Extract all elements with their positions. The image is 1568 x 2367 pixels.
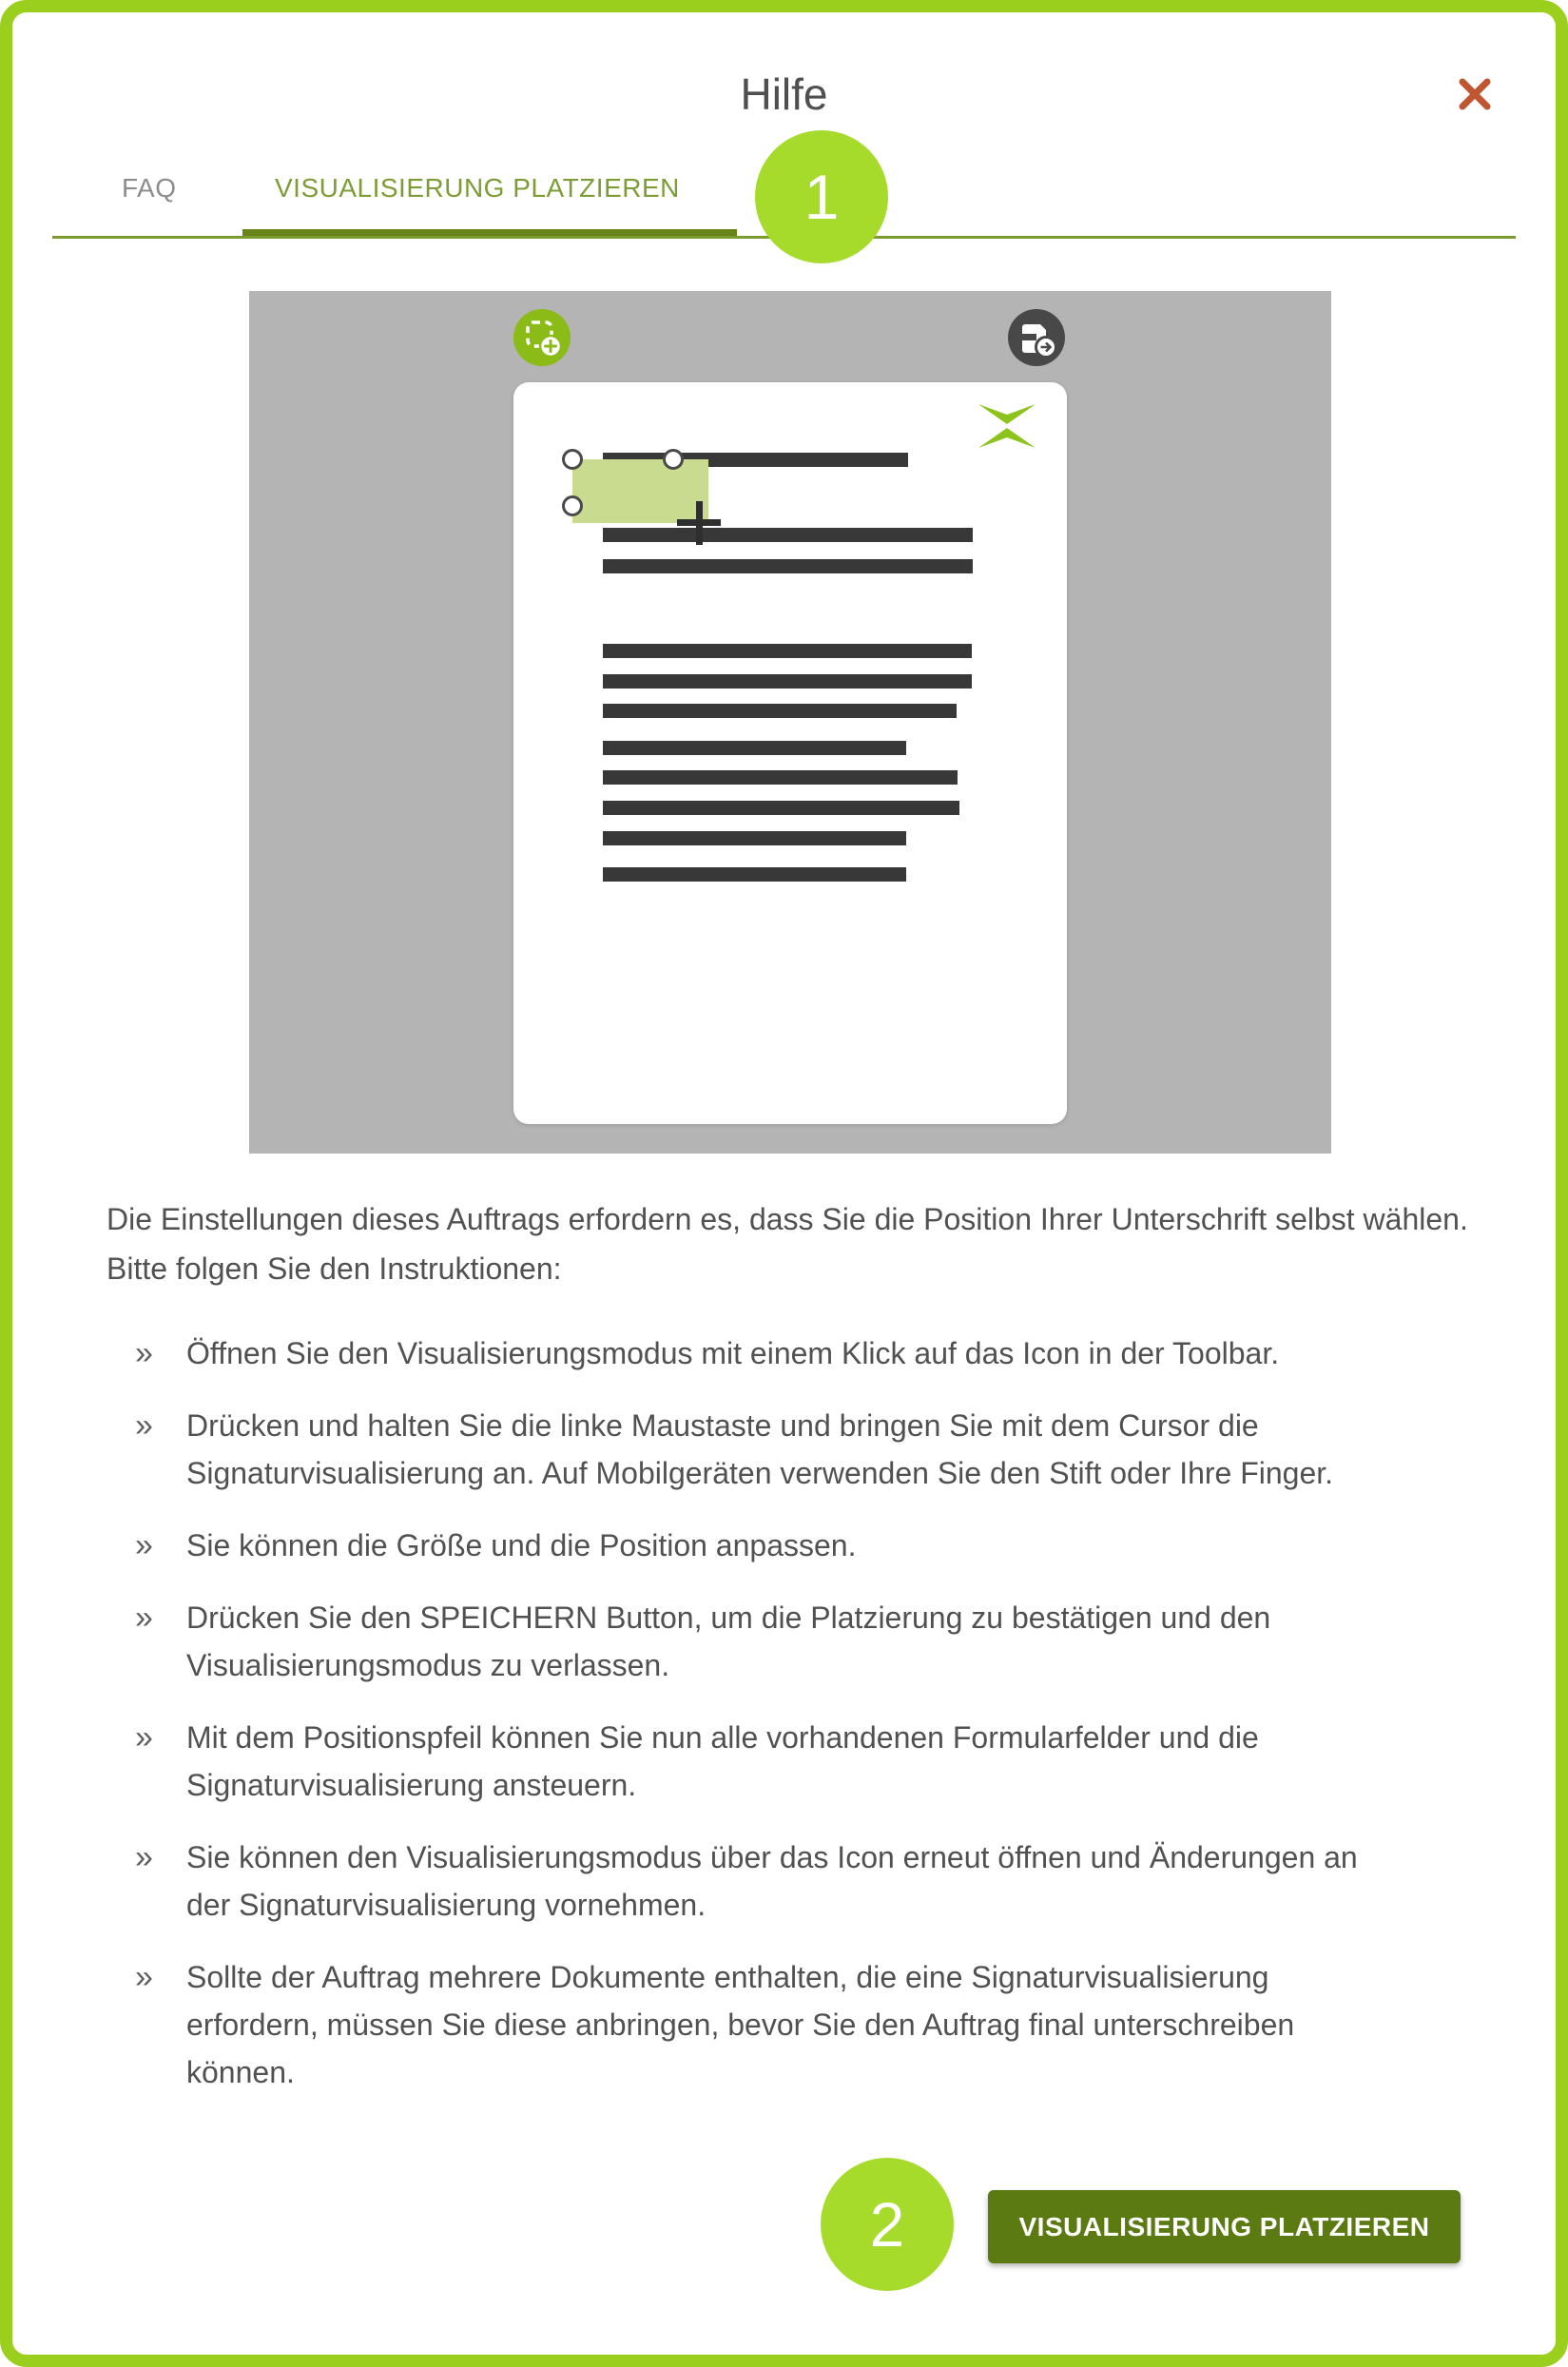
instruction-text: Sie können den Visualisierungsmodus über das Icon erneut öffnen und Änderungen an der Signaturvisualisierung vornehmen. xyxy=(186,1840,1358,1922)
chevron-marker: » xyxy=(135,1407,153,1444)
text-line-bar xyxy=(603,831,906,845)
text-line-bar xyxy=(603,559,973,573)
text-line-bar xyxy=(603,801,959,815)
text-line-bar xyxy=(603,528,973,542)
step-1-badge: 1 xyxy=(755,130,888,263)
chevron-marker: » xyxy=(135,1335,153,1371)
crosshair-cursor xyxy=(677,519,721,526)
list-item xyxy=(106,1402,1481,1497)
instruction-text: Öffnen Sie den Visualisierungsmodus mit einem Klick auf das Icon in der Toolbar. xyxy=(186,1336,1280,1370)
text-line-bar xyxy=(603,867,906,882)
save-document-icon xyxy=(1008,309,1065,366)
list-item xyxy=(106,1594,1481,1689)
list-item xyxy=(106,1714,1481,1809)
tab-visualisierung-platzieren[interactable]: VISUALISIERUNG PLATZIEREN xyxy=(275,173,680,203)
chevron-marker: » xyxy=(135,1600,153,1636)
text-line-bar xyxy=(603,644,972,658)
placement-illustration xyxy=(249,291,1331,1154)
instruction-text: Drücken Sie den SPEICHERN Button, um die Platzierung zu bestätigen und den Visualisierungsmodus zu verlassen. xyxy=(186,1601,1271,1682)
resize-handle-bottom-left xyxy=(562,495,583,516)
chevron-marker: » xyxy=(135,1959,153,1995)
instruction-text: Sollte der Auftrag mehrere Dokumente enthalten, die eine Signaturvisualisierung erfordern, müssen Sie diese anbringen, bevor Sie den Auftrag final unterschreiben können. xyxy=(186,1960,1295,2089)
instruction-text: Drücken und halten Sie die linke Maustaste und bringen Sie mit dem Cursor die Signaturvisualisierung an. Auf Mobilgeräten verwenden Sie den Stift oder Ihre Finger. xyxy=(186,1408,1334,1490)
tab-faq[interactable]: FAQ xyxy=(122,173,177,203)
text-line-bar xyxy=(603,704,957,718)
intro-text: Die Einstellungen dieses Auftrags erfordern es, dass Sie die Position Ihrer Unterschrift selbst wählen. Bitte folgen Sie den Instruktionen: xyxy=(106,1202,1468,1286)
brand-logo-icon xyxy=(977,401,1037,451)
close-icon xyxy=(1458,77,1492,114)
add-visualization-icon xyxy=(513,309,571,366)
resize-handle-top-left xyxy=(562,449,583,470)
instruction-text: Sie können die Größe und die Position anpassen. xyxy=(186,1528,857,1562)
chevron-marker: » xyxy=(135,1719,153,1756)
instruction-text: Mit dem Positionspfeil können Sie nun alle vorhandenen Formularfelder und die Signaturvisualisierung ansteuern. xyxy=(186,1720,1259,1802)
chevron-marker: » xyxy=(135,1527,153,1563)
signature-placement-box xyxy=(572,459,708,523)
chevron-marker: » xyxy=(135,1839,153,1875)
close-button[interactable] xyxy=(1450,70,1500,120)
text-line-bar xyxy=(603,741,906,755)
list-item xyxy=(106,1833,1481,1929)
instruction-list xyxy=(106,1329,1481,2121)
step-2-badge: 2 xyxy=(821,2158,954,2291)
text-line-bar xyxy=(603,770,958,785)
resize-handle-top-right xyxy=(663,449,684,470)
text-line-bar xyxy=(603,674,972,689)
visualisierung-platzieren-button[interactable]: VISUALISIERUNG PLATZIEREN xyxy=(988,2190,1461,2263)
list-item xyxy=(106,1522,1481,1569)
dialog-title: Hilfe xyxy=(740,69,828,119)
list-item xyxy=(106,1953,1481,2096)
list-item xyxy=(106,1329,1481,1377)
